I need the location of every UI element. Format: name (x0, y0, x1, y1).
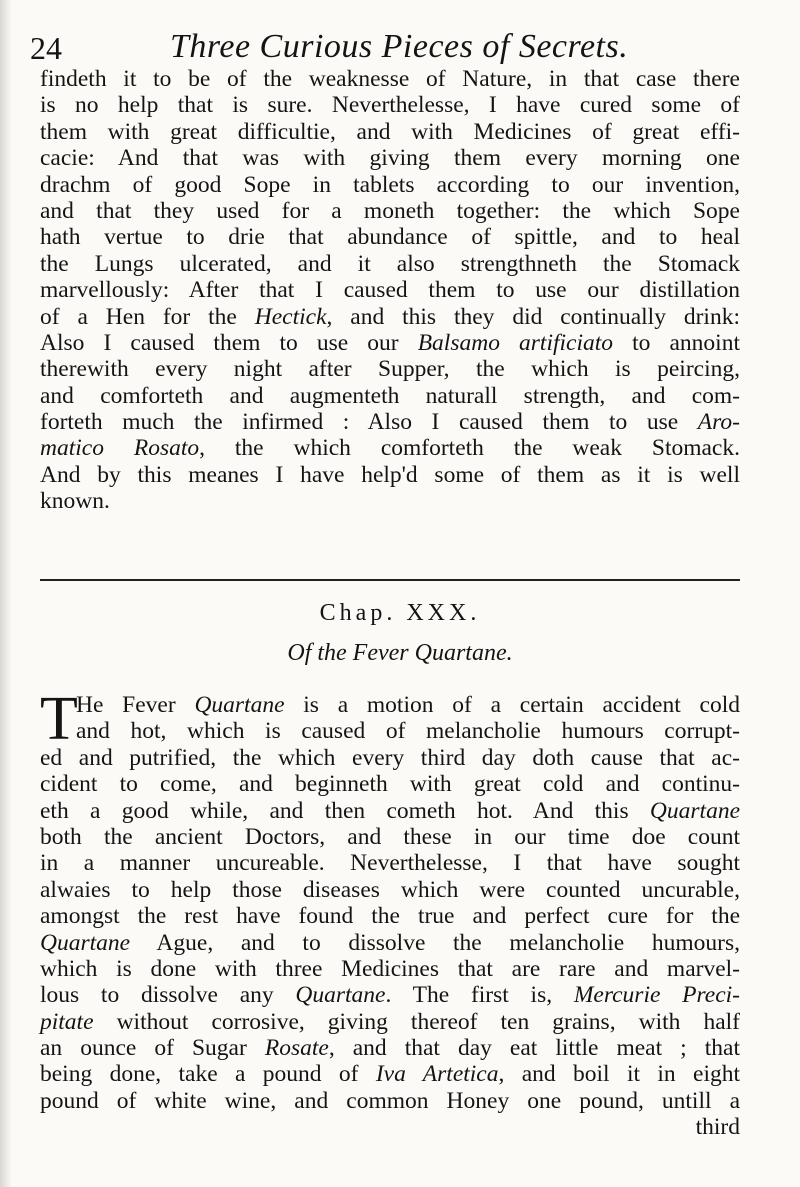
paragraph-fever-quartane (40, 685, 740, 1141)
paragraph-continued (40, 66, 740, 515)
text-line: lous to dissolve any Quartane. The first is, Mercurie Preci- (40, 982, 740, 1009)
text-line: is no help that is sure. Neverthelesse, I have cured some of (40, 92, 740, 119)
text-line: eth a good while, and then cometh hot. And this Quartane (40, 797, 740, 824)
running-title: Three Curious Pieces of Secrets. (170, 28, 629, 65)
text-line: which is done with three Medicines that are rare and marvel- (40, 955, 740, 982)
text-line: cacie: And that was with giving them every morning one (40, 145, 740, 172)
text-line: and comforteth and augmenteth naturall strength, and com- (40, 382, 740, 409)
text-line: amongst the rest have found the true and perfect cure for the (40, 903, 740, 930)
text-line: the Lungs ulcerated, and it also strengthneth the Stomack (40, 250, 740, 277)
text-line: both the ancient Doctors, and these in our time doe count (40, 823, 740, 850)
text-line: hath vertue to drie that abundance of spittle, and to heal (40, 224, 740, 251)
text-line: pound of white wine, and common Honey one pound, untill a (40, 1087, 740, 1114)
drop-cap-initial: T (40, 685, 78, 753)
text-line: alwaies to help those diseases which were counted uncurable, (40, 876, 740, 903)
text-line: them with great difficultie, and with Medicines of great effi- (40, 118, 740, 145)
text-line: ed and putrified, the which every third day doth cause that ac- (40, 744, 740, 771)
section-divider (40, 579, 740, 581)
text-line: an ounce of Sugar Rosate, and that day eat little meat ; that (40, 1035, 740, 1062)
text-line: cident to come, and beginneth with great cold and continu- (40, 771, 740, 798)
text-line: in a manner uncureable. Neverthelesse, I that have sought (40, 850, 740, 877)
text-line: and that they used for a moneth together: the which Sope (40, 197, 740, 224)
text-line: findeth it to be of the weaknesse of Nature, in that case there (40, 66, 740, 92)
text-line: pitate without corrosive, giving thereof ten grains, with half (40, 1008, 740, 1035)
page-header (30, 24, 790, 72)
text-line: matico Rosato, the which comforteth the weak Stomack. (40, 435, 740, 462)
chapter-subtitle: Of the Fever Quartane. (287, 640, 513, 666)
page-gutter-shadow (0, 0, 12, 1187)
text-line: and hot, which is caused of melancholie humours corrupt- (76, 718, 740, 745)
catchword: third (695, 1114, 740, 1141)
text-line: forteth much the infirmed : Also I caused them to use Aro- (40, 409, 740, 436)
text-line: And by this meanes I have help'd some of them as it is well (40, 461, 740, 488)
text-line: therewith every night after Supper, the which is peircing, (40, 356, 740, 383)
chapter-heading: Chap. XXX. (319, 600, 481, 626)
text-line: Also I caused them to use our Balsamo artificiato to annoint (40, 329, 740, 356)
text-line: He Fever Quartane is a motion of a certain accident cold (76, 692, 740, 718)
text-line: drachm of good Sope in tablets according to our invention, (40, 171, 740, 198)
text-line: of a Hen for the Hectick, and this they did continually drink: (40, 303, 740, 330)
page-number: 24 (30, 30, 62, 66)
text-line: known. (40, 488, 110, 515)
text-line: marvellously: After that I caused them to use our distillation (40, 277, 740, 304)
text-line: Quartane Ague, and to dissolve the melancholie humours, (40, 929, 740, 956)
text-line: being done, take a pound of Iva Artetica, and boil it in eight (40, 1061, 740, 1088)
